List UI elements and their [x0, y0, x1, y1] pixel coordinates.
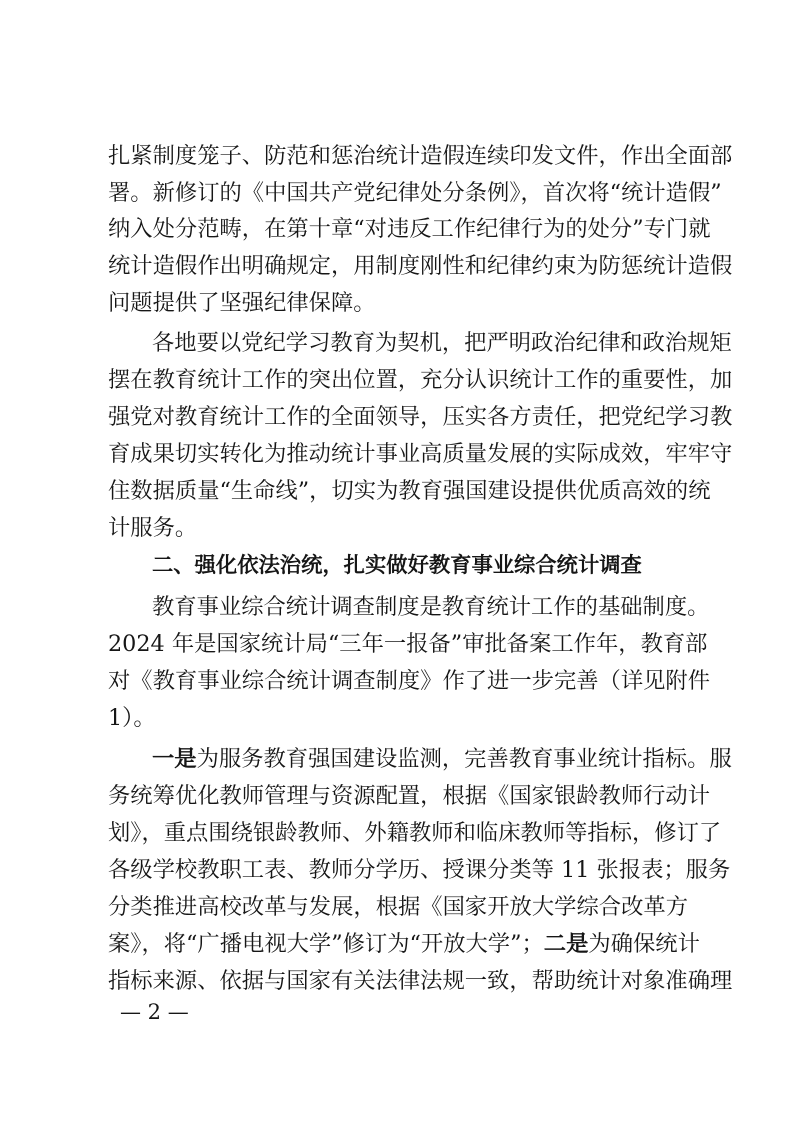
paragraph-4-line-5: 分类推进高校改革与发展，根据《国家开放大学综合改革方 [108, 894, 688, 920]
paragraph-1-line-5: 问题提供了坚强纪律保障。 [108, 290, 376, 316]
paragraph-3-line-4: 1）。 [108, 705, 156, 731]
lead-marker-2: 二是 [543, 931, 589, 957]
paragraph-2-line-3: 强党对教育统计工作的全面领导，压实各方责任，把党纪学习教 [108, 404, 733, 430]
section-heading: 二、强化依法治统，扎实做好教育事业综合统计调查 [152, 553, 642, 578]
paragraph-4-line-6-text-b: 为确保统计 [588, 931, 700, 957]
paragraph-4-line-6-text-a: 案》，将“广播电视大学”修订为“开放大学”； [108, 931, 544, 957]
paragraph-4-line-1 [152, 745, 732, 773]
paragraph-4-line-3: 划》，重点围绕银龄教师、外籍教师和临床教师等指标，修订了 [108, 820, 722, 846]
paragraph-4-line-4: 各级学校教职工表、教师分学历、授课分类等 11 张报表；服务 [108, 857, 731, 883]
paragraph-2-line-5: 住数据质量“生命线”，切实为教育强国建设提供优质高效的统 [108, 478, 711, 504]
paragraph-4-line-6 [108, 930, 700, 958]
paragraph-3-line-3: 对《教育事业综合统计调查制度》作了进一步完善（详见附件 [108, 668, 711, 694]
lead-marker-1: 一是 [152, 746, 197, 772]
paragraph-4-line-7: 指标来源、依据与国家有关法律法规一致，帮助统计对象准确理 [108, 968, 733, 994]
paragraph-2-line-6: 计服务。 [108, 515, 198, 541]
paragraph-3-line-2: 2024 年是国家统计局“三年一报备”审批备案工作年，教育部 [108, 631, 708, 657]
paragraph-4-line-1-text: 为服务教育强国建设监测，完善教育事业统计指标。服 [196, 746, 732, 772]
page-number: — 2 — [120, 1000, 189, 1024]
paragraph-4-line-2: 务统筹优化教师管理与资源配置，根据《国家银龄教师行动计 [108, 783, 711, 809]
paragraph-1-line-2: 署。新修订的《中国共产党纪律处分条例》，首次将“统计造假” [108, 180, 722, 206]
paragraph-2-line-4: 育成果切实转化为推动统计事业高质量发展的实际成效，牢牢守 [108, 441, 733, 467]
paragraph-2-line-1: 各地要以党纪学习教育为契机，把严明政治纪律和政治规矩 [152, 330, 732, 356]
paragraph-1-line-3: 纳入处分范畴，在第十章“对违反工作纪律行为的处分”专门就 [108, 216, 711, 242]
paragraph-1-line-1: 扎紧制度笼子、防范和惩治统计造假连续印发文件，作出全面部 [108, 143, 733, 169]
paragraph-3-line-1: 教育事业综合统计调查制度是教育统计工作的基础制度。 [152, 594, 710, 620]
paragraph-1-line-4: 统计造假作出明确规定，用制度刚性和纪律约束为防惩统计造假 [108, 253, 733, 279]
paragraph-2-line-2: 摆在教育统计工作的突出位置，充分认识统计工作的重要性，加 [108, 367, 733, 393]
